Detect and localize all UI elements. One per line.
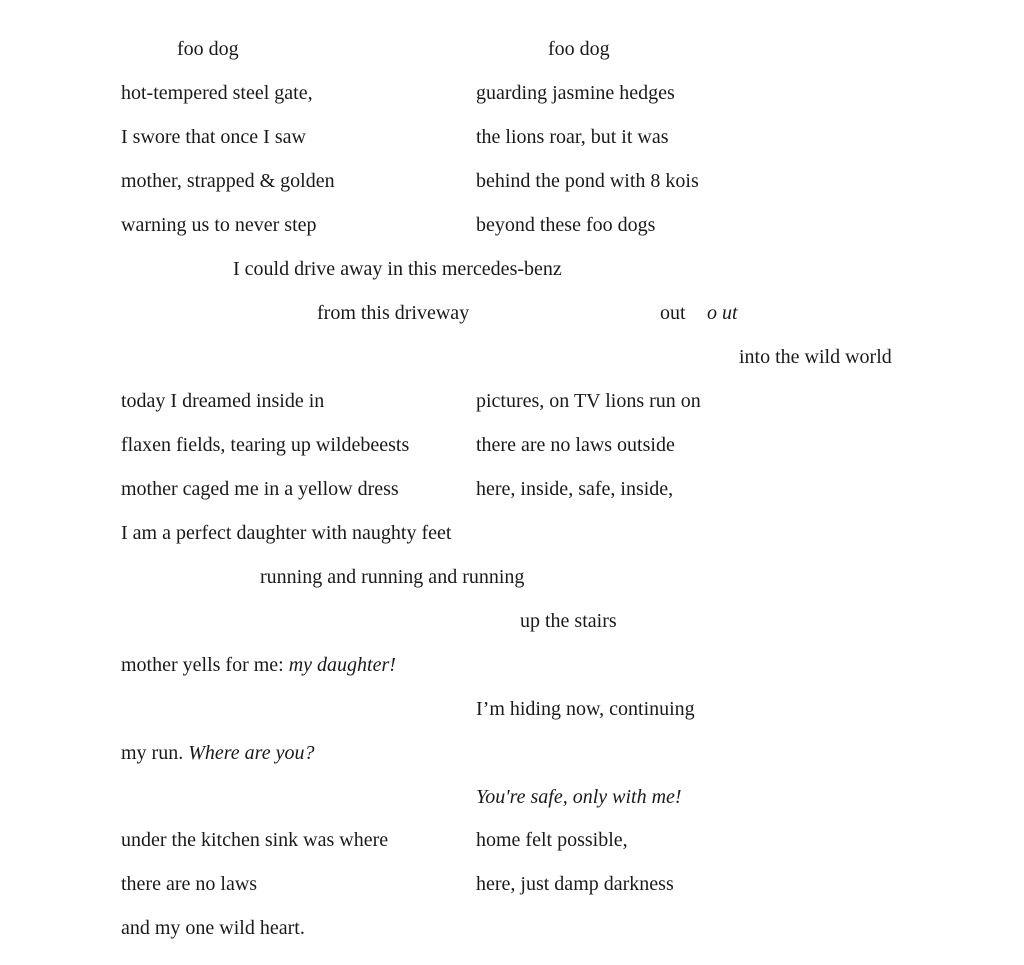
poem-line: flaxen fields, tearing up wildebeests xyxy=(121,434,410,456)
poem-line: under the kitchen sink was where xyxy=(121,829,389,851)
poem-word-out-italic: o ut xyxy=(707,302,738,324)
poem-text-italic: my daughter! xyxy=(288,654,396,676)
poem-line xyxy=(121,741,314,765)
poem-line: running and running and running xyxy=(260,566,525,588)
poem-line: I swore that once I saw xyxy=(121,126,306,148)
poem-line: and my one wild heart. xyxy=(121,917,305,939)
poem-line: mother, strapped & golden xyxy=(121,170,335,192)
poem-line: here, just damp darkness xyxy=(476,873,674,895)
poem-text: my run. xyxy=(121,742,189,764)
poem-line: hot-tempered steel gate, xyxy=(121,82,313,104)
poem-line: warning us to never step xyxy=(121,214,317,236)
poem-text-italic: Where are you? xyxy=(188,742,315,764)
poem-line: I could drive away in this mercedes-benz xyxy=(233,258,562,280)
poem-line: there are no laws xyxy=(121,873,258,895)
title-left: foo dog xyxy=(177,38,239,60)
poem-line: today I dreamed inside in xyxy=(121,390,325,412)
poem-line: I’m hiding now, continuing xyxy=(476,698,695,720)
poem-line: into the wild world xyxy=(739,346,892,368)
poem-line: pictures, on TV lions run on xyxy=(476,390,701,412)
poem-line: mother caged me in a yellow dress xyxy=(121,478,399,500)
poem-line: guarding jasmine hedges xyxy=(476,82,675,104)
title-right: foo dog xyxy=(548,38,610,60)
poem-line: up the stairs xyxy=(520,610,617,632)
poem-line: You're safe, only with me! xyxy=(476,786,682,808)
poem-line: home felt possible, xyxy=(476,829,628,851)
poem-line: the lions roar, but it was xyxy=(476,126,669,148)
poem-word-out: out xyxy=(660,302,686,324)
poem-line xyxy=(121,653,396,677)
poem-line: I am a perfect daughter with naughty feet xyxy=(121,522,452,544)
poem-line: behind the pond with 8 kois xyxy=(476,170,699,192)
poem-text: mother yells for me: xyxy=(121,654,289,676)
poem-line: from this driveway xyxy=(317,302,470,324)
poem-line: here, inside, safe, inside, xyxy=(476,478,674,500)
poem-line: beyond these foo dogs xyxy=(476,214,656,236)
poem-line: there are no laws outside xyxy=(476,434,675,456)
